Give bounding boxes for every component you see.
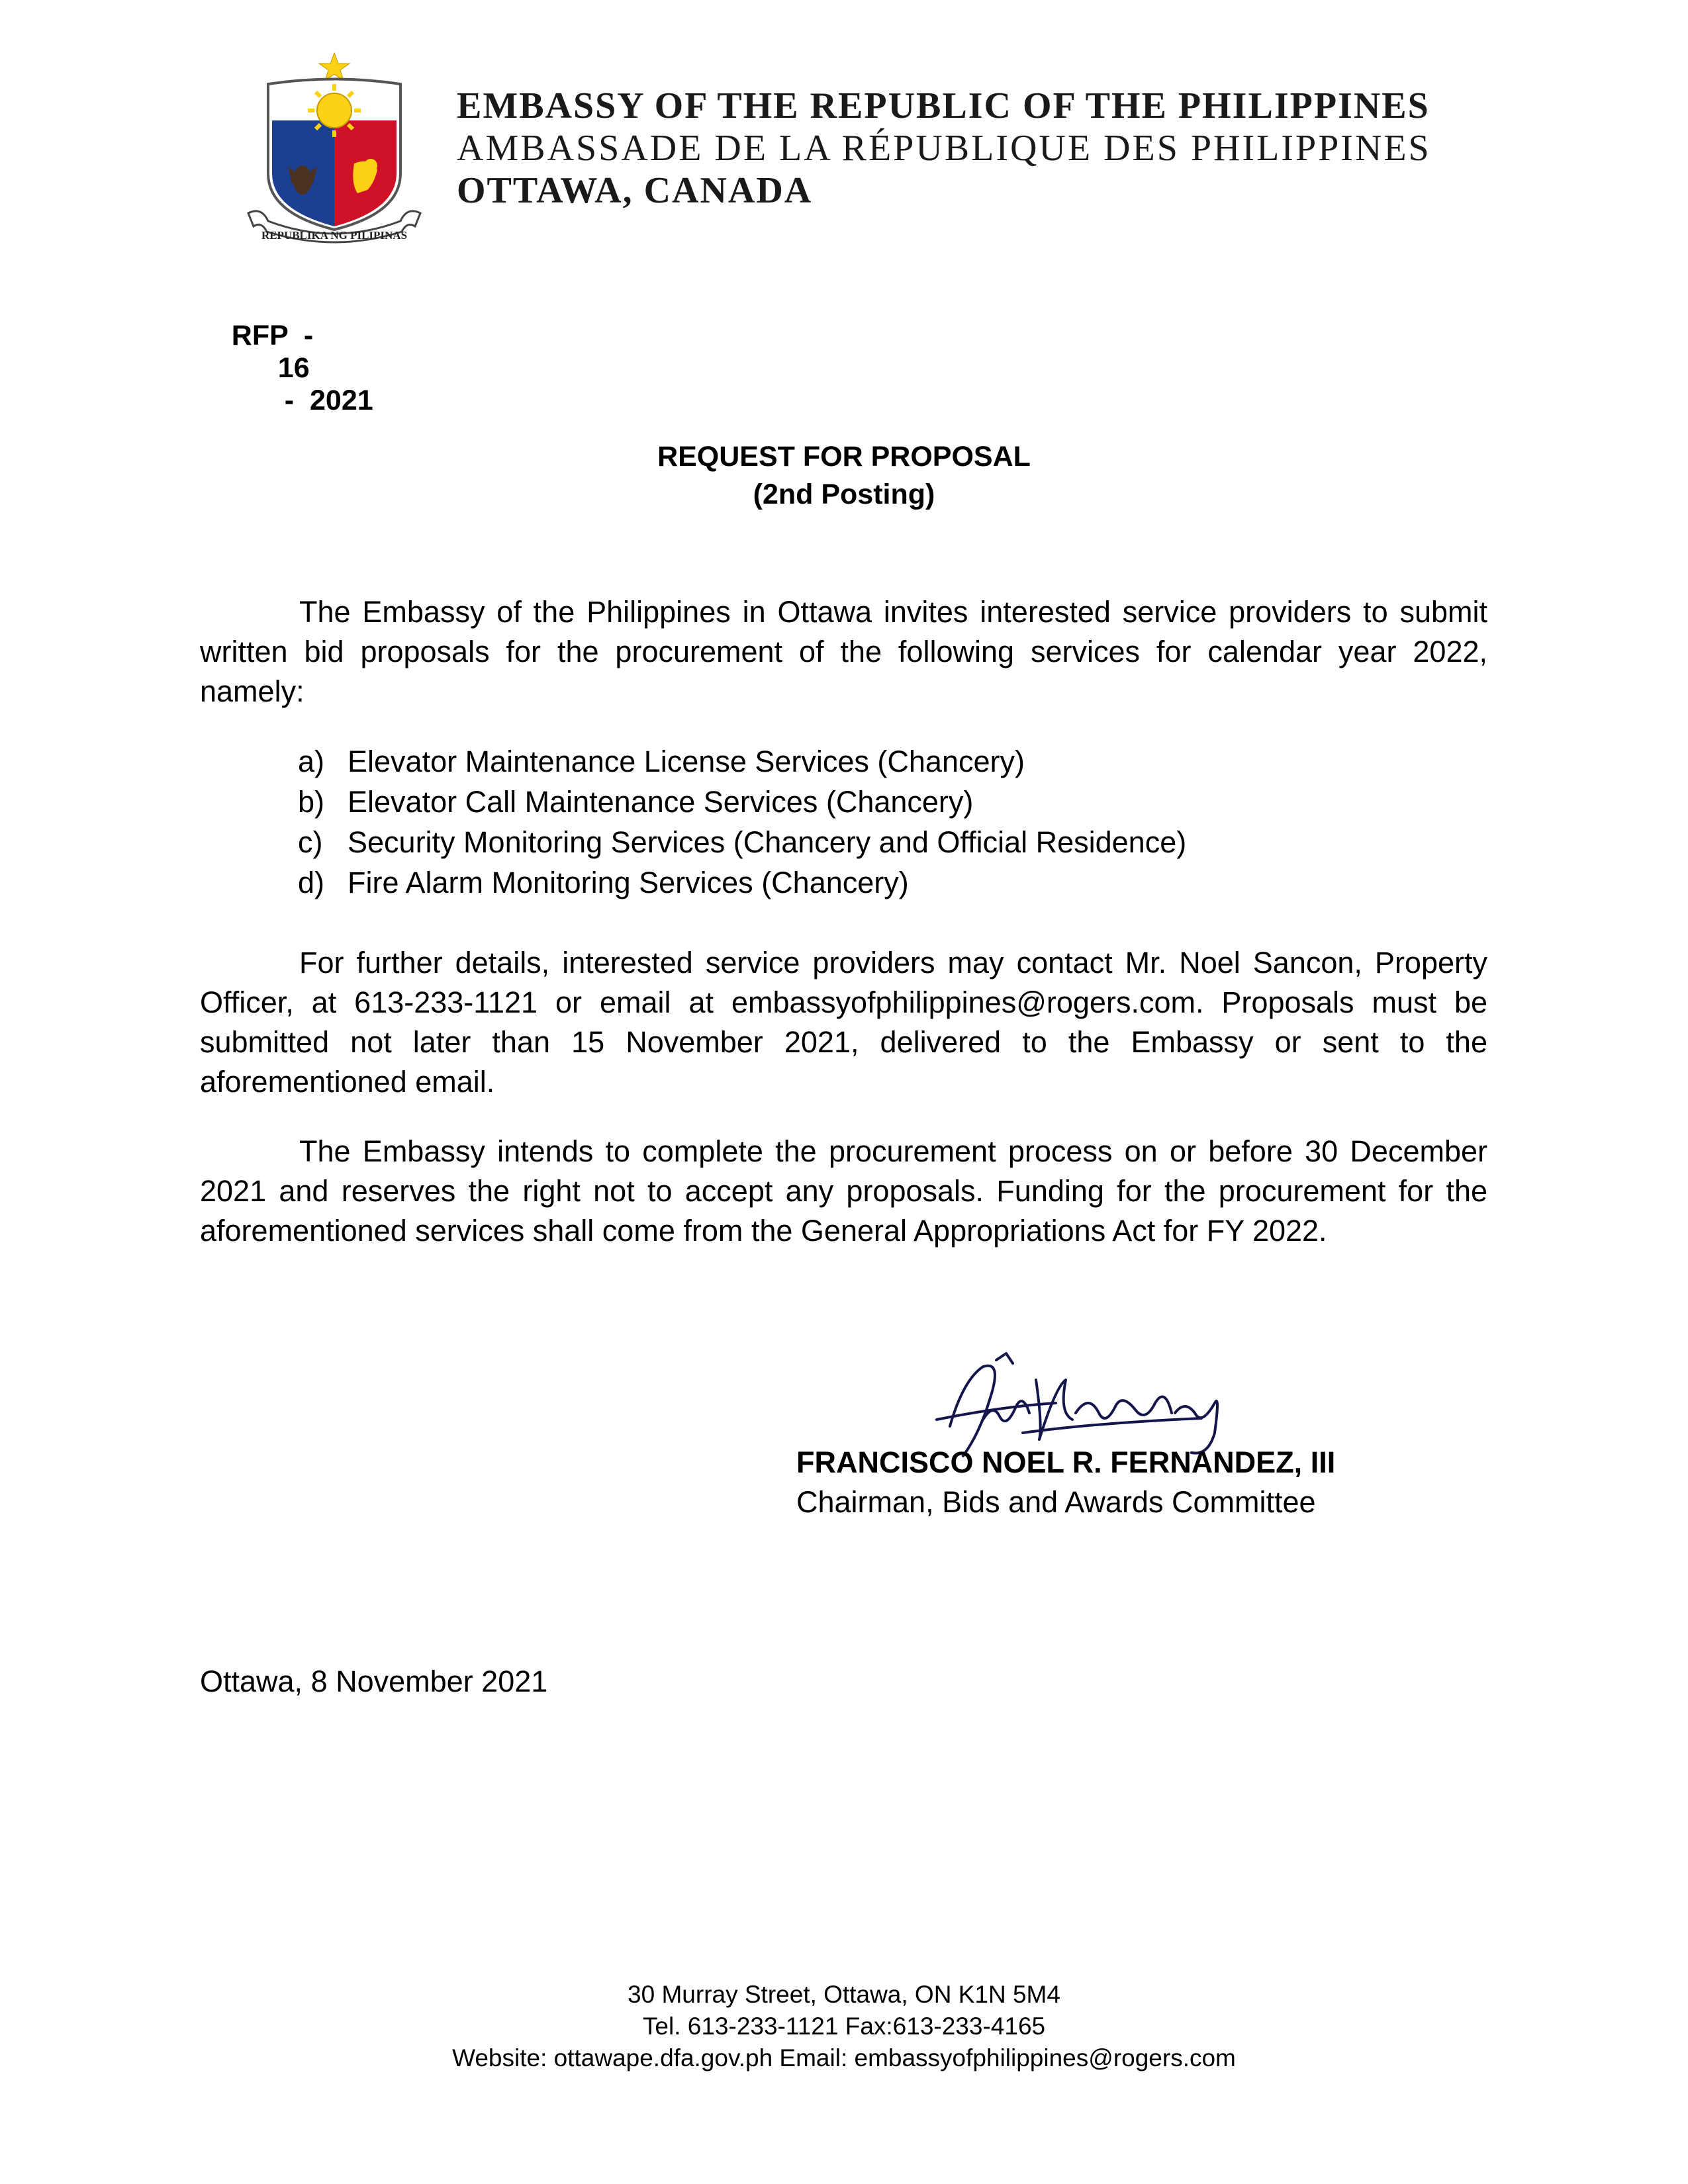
list-marker: b) <box>298 785 325 819</box>
document-title <box>0 438 1688 514</box>
list-item <box>298 862 1186 903</box>
services-list <box>298 741 1186 903</box>
list-item-text: Fire Alarm Monitoring Services (Chancery) <box>348 866 909 899</box>
list-item <box>298 822 1186 862</box>
letterhead <box>457 85 1582 212</box>
paragraph-procurement-timeline: The Embassy intends to complete the procurement process on or before 30 December 2021 and reserves the right not to accept any proposals. Funding for the procurement for the aforementioned services shall come from the General Appropriations Act for FY 2022. <box>200 1134 1487 1248</box>
list-item <box>298 741 1186 782</box>
list-item-text: Elevator Maintenance License Services (Chancery) <box>348 745 1025 778</box>
rfp-reference <box>200 287 373 449</box>
letterhead-line-french: AMBASSADE DE LA RÉPUBLIQUE DES PHILIPPINES <box>457 128 1431 169</box>
signatory-title: Chairman, Bids and Awards Committee <box>796 1485 1316 1519</box>
rfp-year: - 2021 <box>284 385 373 416</box>
philippine-coat-of-arms-icon <box>242 48 427 253</box>
footer-address: 30 Murray Street, Ottawa, ON K1N 5M4 <box>628 1981 1060 2008</box>
signatory-name: FRANCISCO NOEL R. FERNANDEZ, III <box>796 1445 1336 1479</box>
list-item-text: Security Monitoring Services (Chancery and Official Residence) <box>348 825 1187 859</box>
svg-text:REPUBLIKA NG PILIPINAS: REPUBLIKA NG PILIPINAS <box>261 229 408 242</box>
list-marker: d) <box>298 866 325 899</box>
signatory-block <box>796 1443 1335 1522</box>
list-item <box>298 782 1186 822</box>
footer-web: Website: ottawape.dfa.gov.ph Email: embassyofphilippines@rogers.com <box>452 2044 1236 2071</box>
list-marker: c) <box>298 825 323 859</box>
title-line-2: (2nd Posting) <box>753 478 935 510</box>
paragraph-invitation: The Embassy of the Philippines in Ottawa invites interested service providers to submit written bid proposals for the procurement of the following services for calendar year 2022, namely: <box>200 595 1487 708</box>
letterhead-line-english: EMBASSY OF THE REPUBLIC OF THE PHILIPPINES <box>457 85 1430 126</box>
document-date: Ottawa, 8 November 2021 <box>200 1664 548 1698</box>
letterhead-location: OTTAWA, CANADA <box>457 170 813 211</box>
footer-phone: Tel. 613-233-1121 Fax:613-233-4165 <box>642 2013 1046 2040</box>
list-marker: a) <box>298 745 325 778</box>
rfp-number: 16 <box>277 352 310 384</box>
title-line-1: REQUEST FOR PROPOSAL <box>657 441 1031 473</box>
rfp-prefix: RFP - <box>231 320 314 351</box>
list-item-text: Elevator Call Maintenance Services (Chancery) <box>348 785 974 819</box>
paragraph-contact-details: For further details, interested service providers may contact Mr. Noel Sancon, Property Officer, at 613-233-1121 or email at embassyofphilippines@rogers.com. Proposals must be submitted not later than 15 November 2021, delivered to the Embassy or sent to the aforementioned email. <box>200 946 1487 1099</box>
footer-contact <box>0 1979 1688 2074</box>
